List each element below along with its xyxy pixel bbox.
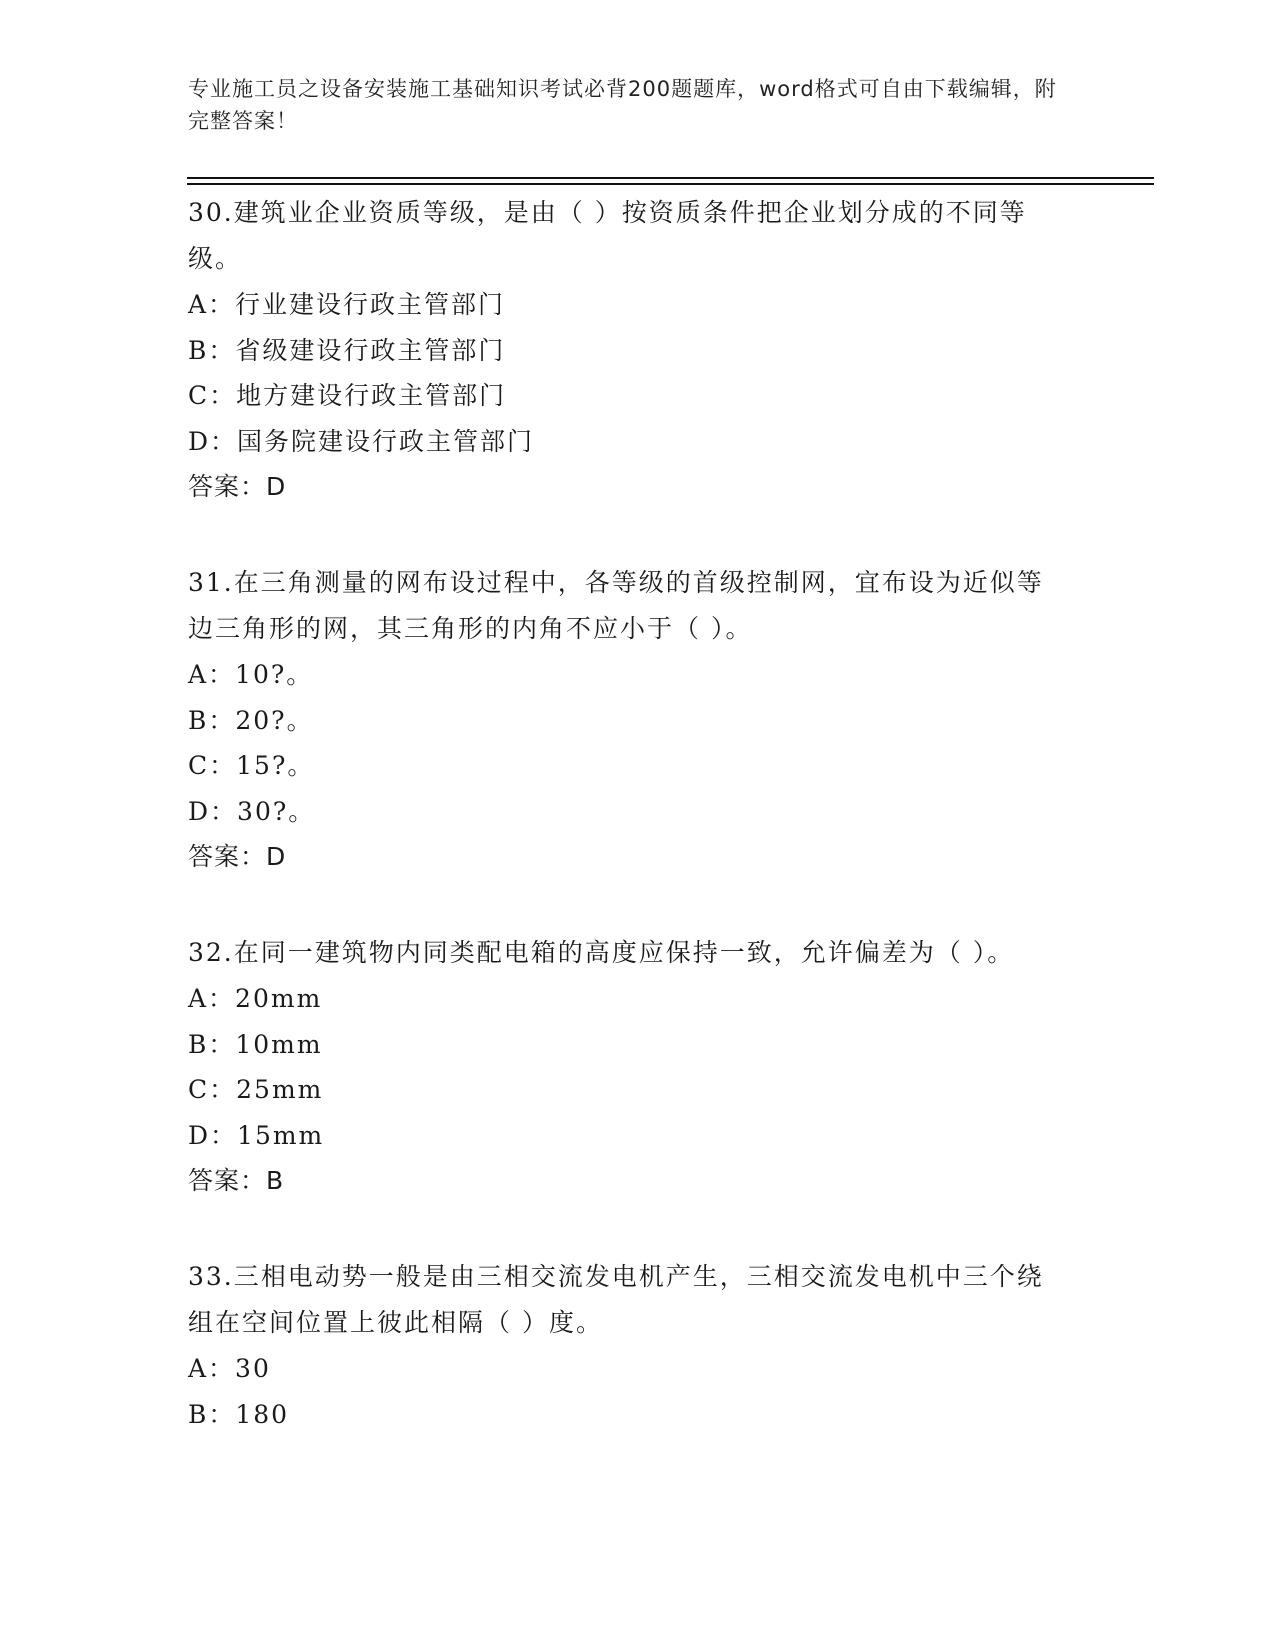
- header-divider-top: [187, 177, 1154, 179]
- option-c: C：25mm: [188, 1075, 324, 1104]
- question-32: [188, 930, 1088, 1204]
- option-b: B：20?。: [188, 705, 314, 735]
- question-list: [188, 190, 1088, 1487]
- answer: 答案：B: [188, 1166, 285, 1195]
- option-d: D：国务院建设行政主管部门: [188, 426, 535, 456]
- option-b: B：180: [188, 1399, 290, 1429]
- header-divider-bottom: [187, 183, 1154, 185]
- option-c: C：15?。: [188, 751, 315, 780]
- option-b: B：省级建设行政主管部门: [188, 335, 506, 365]
- question-33: [188, 1254, 1088, 1437]
- option-c: C：地方建设行政主管部门: [188, 381, 507, 410]
- document-header: 专业施工员之设备安装施工基础知识考试必背200题题库，word格式可自由下载编辑，附完整答案！: [188, 77, 1057, 133]
- option-a: A：20mm: [188, 984, 323, 1013]
- option-d: D：15mm: [188, 1120, 325, 1150]
- option-a: A：10?。: [188, 660, 314, 689]
- answer: 答案：D: [188, 472, 287, 501]
- option-d: D：30?。: [188, 796, 316, 826]
- option-b: B：10mm: [188, 1029, 323, 1059]
- option-a: A：30: [188, 1354, 271, 1383]
- question-stem: 32.在同一建筑物内同类配电箱的高度应保持一致，允许偏差为（ ）。: [188, 938, 1015, 967]
- question-30: [188, 190, 1088, 510]
- answer: 答案：D: [188, 842, 287, 871]
- question-31: [188, 560, 1088, 880]
- option-a: A：行业建设行政主管部门: [188, 290, 506, 319]
- question-stem: 31.在三角测量的网布设过程中，各等级的首级控制网，宜布设为近似等边三角形的网，其三角形的内角不应小于（ ）。: [188, 568, 1044, 643]
- question-stem: 30.建筑业企业资质等级，是由（ ）按资质条件把企业划分成的不同等级。: [188, 198, 1027, 273]
- question-stem: 33.三相电动势一般是由三相交流发电机产生，三相交流发电机中三个绕组在空间位置上彼此相隔（ ）度。: [188, 1262, 1044, 1337]
